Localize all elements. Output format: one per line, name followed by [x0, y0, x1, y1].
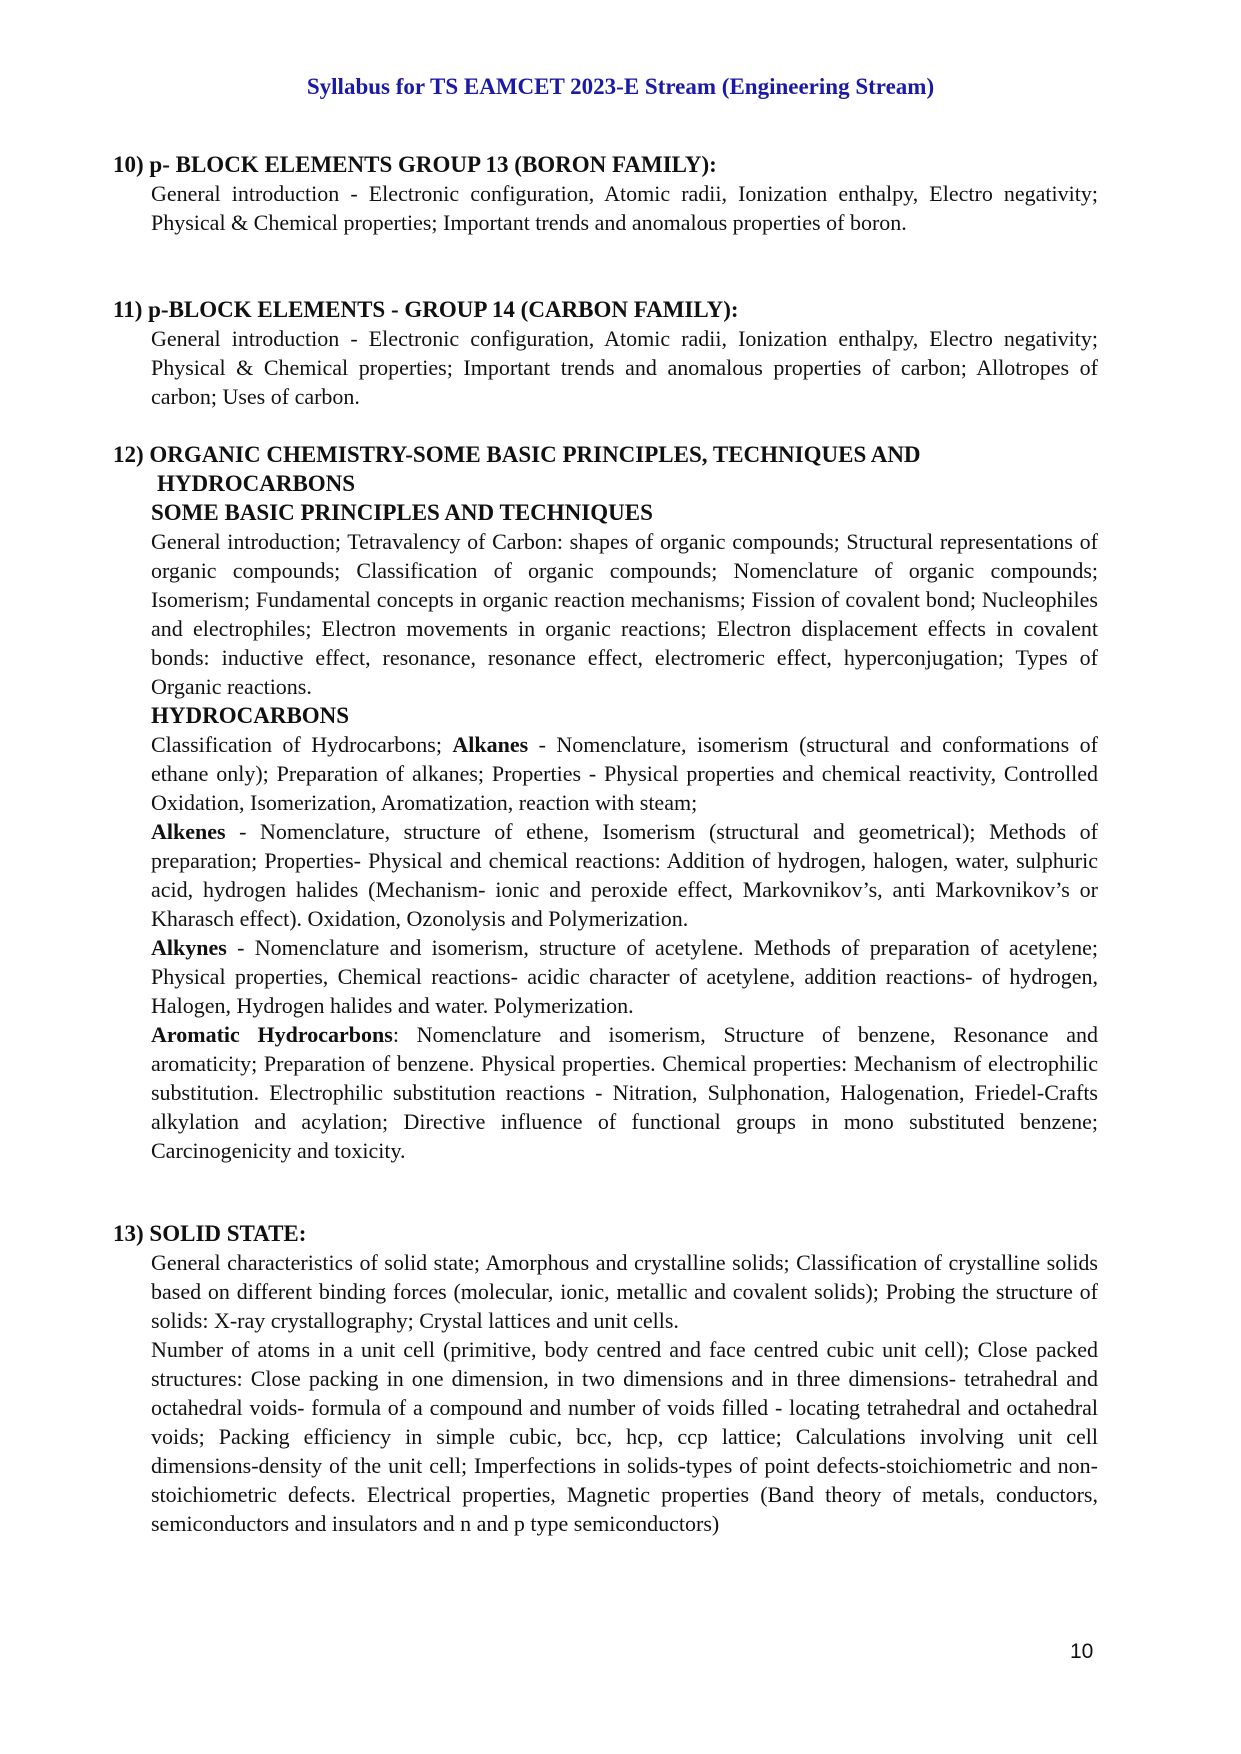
alkynes-paragraph: [151, 933, 1098, 1020]
section-12-title-line1: ORGANIC CHEMISTRY-SOME BASIC PRINCIPLES, TECHNIQUES AND: [149, 442, 921, 467]
section-13: [113, 1219, 1098, 1538]
section-10-heading: [113, 150, 1098, 179]
alkenes-term: Alkenes: [151, 819, 226, 844]
section-11-heading: [113, 295, 1098, 324]
section-13-number: 13): [113, 1221, 144, 1246]
section-12-title-line2: HYDROCARBONS: [157, 471, 356, 496]
alkanes-text: - Nomenclature, isomerism (structural and conformations of ethane only); Preparation of alkanes; Properties - Physical properties and chemical reactivity, Controlled Oxidation, Isomerization, Aromatization, reaction with steam;: [151, 732, 1098, 815]
alkynes-term: Alkynes: [151, 935, 227, 960]
section-12-number: 12): [113, 442, 144, 467]
solid-state-text-1: General characteristics of solid state; Amorphous and crystalline solids; Classification of crystalline solids based on different binding forces (molecular, ionic, metallic and covalent solids); Probing the structure of solids: X-ray crystallography; Crystal lattices and unit cells.: [151, 1250, 1098, 1333]
section-12-heading: [113, 440, 1098, 469]
section-11: [113, 295, 1098, 411]
section-11-text: General introduction - Electronic configuration, Atomic radii, Ionization enthalpy, Electro negativity; Physical & Chemical properties; Important trends and anomalous properties of carbon; Allotropes of carbon; Uses of carbon.: [151, 326, 1098, 409]
subheading-basic-principles: SOME BASIC PRINCIPLES AND TECHNIQUES: [151, 500, 653, 525]
basic-principles-text: General introduction; Tetravalency of Carbon: shapes of organic compounds; Structural representations of organic compounds; Classification of organic compounds; Nomenclature of organic compounds; Isomerism; Fundamental concepts in organic reaction mechanisms; Fission of covalent bond; Nucleophiles and electrophiles; Electron movements in organic reactions; Electron displacement effects in covalent bonds: inductive effect, resonance, resonance effect, electromeric effect, hyperconjugation; Types of Organic reactions.: [151, 529, 1098, 699]
subheading-hydrocarbons: HYDROCARBONS: [151, 703, 350, 728]
alkanes-paragraph: [151, 730, 1098, 817]
section-10-title: p- BLOCK ELEMENTS GROUP 13 (BORON FAMILY):: [149, 152, 717, 177]
alkenes-paragraph: [151, 817, 1098, 933]
section-13-title: SOLID STATE:: [149, 1221, 307, 1246]
page-number: 10: [1070, 1640, 1094, 1663]
section-13-heading: [113, 1219, 1098, 1248]
section-10-text: General introduction - Electronic configuration, Atomic radii, Ionization enthalpy, Electro negativity; Physical & Chemical properties; Important trends and anomalous properties of boron.: [151, 181, 1098, 235]
aromatic-text: : Nomenclature and isomerism, Structure of benzene, Resonance and aromaticity; Preparation of benzene. Physical properties. Chemical properties: Mechanism of electrophilic substitution. Electrophilic substitution reactions - Nitration, Sulphonation, Halogenation, Friedel-Crafts alkylation and acylation; Directive influence of functional groups in mono substituted benzene; Carcinogenicity and toxicity.: [151, 1022, 1099, 1163]
section-10-number: 10): [113, 152, 144, 177]
section-12: [113, 440, 1098, 1165]
solid-state-text-2: Number of atoms in a unit cell (primitive, body centred and face centred cubic unit cell); Close packed structures: Close packing in one dimension, in two dimensions and in three dimensions- tetrahedral and octahedral voids- formula of a compound and number of voids filled - locating tetrahedral and octahedral voids; Packing efficiency in simple cubic, bcc, hcp, ccp lattice; Calculations involving unit cell dimensions-density of the unit cell; Imperfections in solids-types of point defects-stoichiometric and non-stoichiometric defects. Electrical properties, Magnetic properties (Band theory of metals, conductors, semiconductors and insulators and n and p type semiconductors): [151, 1337, 1098, 1536]
section-11-title: p-BLOCK ELEMENTS - GROUP 14 (CARBON FAMILY):: [148, 297, 739, 322]
section-10: [113, 150, 1098, 237]
document-title: Syllabus for TS EAMCET 2023-E Stream (Engineering Stream): [306, 74, 935, 99]
aromatic-term: Aromatic Hydrocarbons: [151, 1022, 393, 1047]
alkanes-intro: Classification of Hydrocarbons;: [151, 732, 453, 757]
alkenes-text: - Nomenclature, structure of ethene, Isomerism (structural and geometrical); Methods of preparation; Properties- Physical and chemical reactions: Addition of hydrogen, halogen, water, sulphuric acid, hydrogen halides (Mechanism- ionic and peroxide effect, Markovnikov’s, anti Markovnikov’s or Kharasch effect). Oxidation, Ozonolysis and Polymerization.: [151, 819, 1098, 931]
alkynes-text: - Nomenclature and isomerism, structure of acetylene. Methods of preparation of acetylene; Physical properties, Chemical reactions- acidic character of acetylene, addition reactions- of hydrogen, Halogen, Hydrogen halides and water. Polymerization.: [151, 935, 1098, 1018]
alkanes-term: Alkanes: [452, 732, 529, 757]
section-11-number: 11): [113, 297, 143, 322]
aromatic-paragraph: [151, 1020, 1098, 1165]
